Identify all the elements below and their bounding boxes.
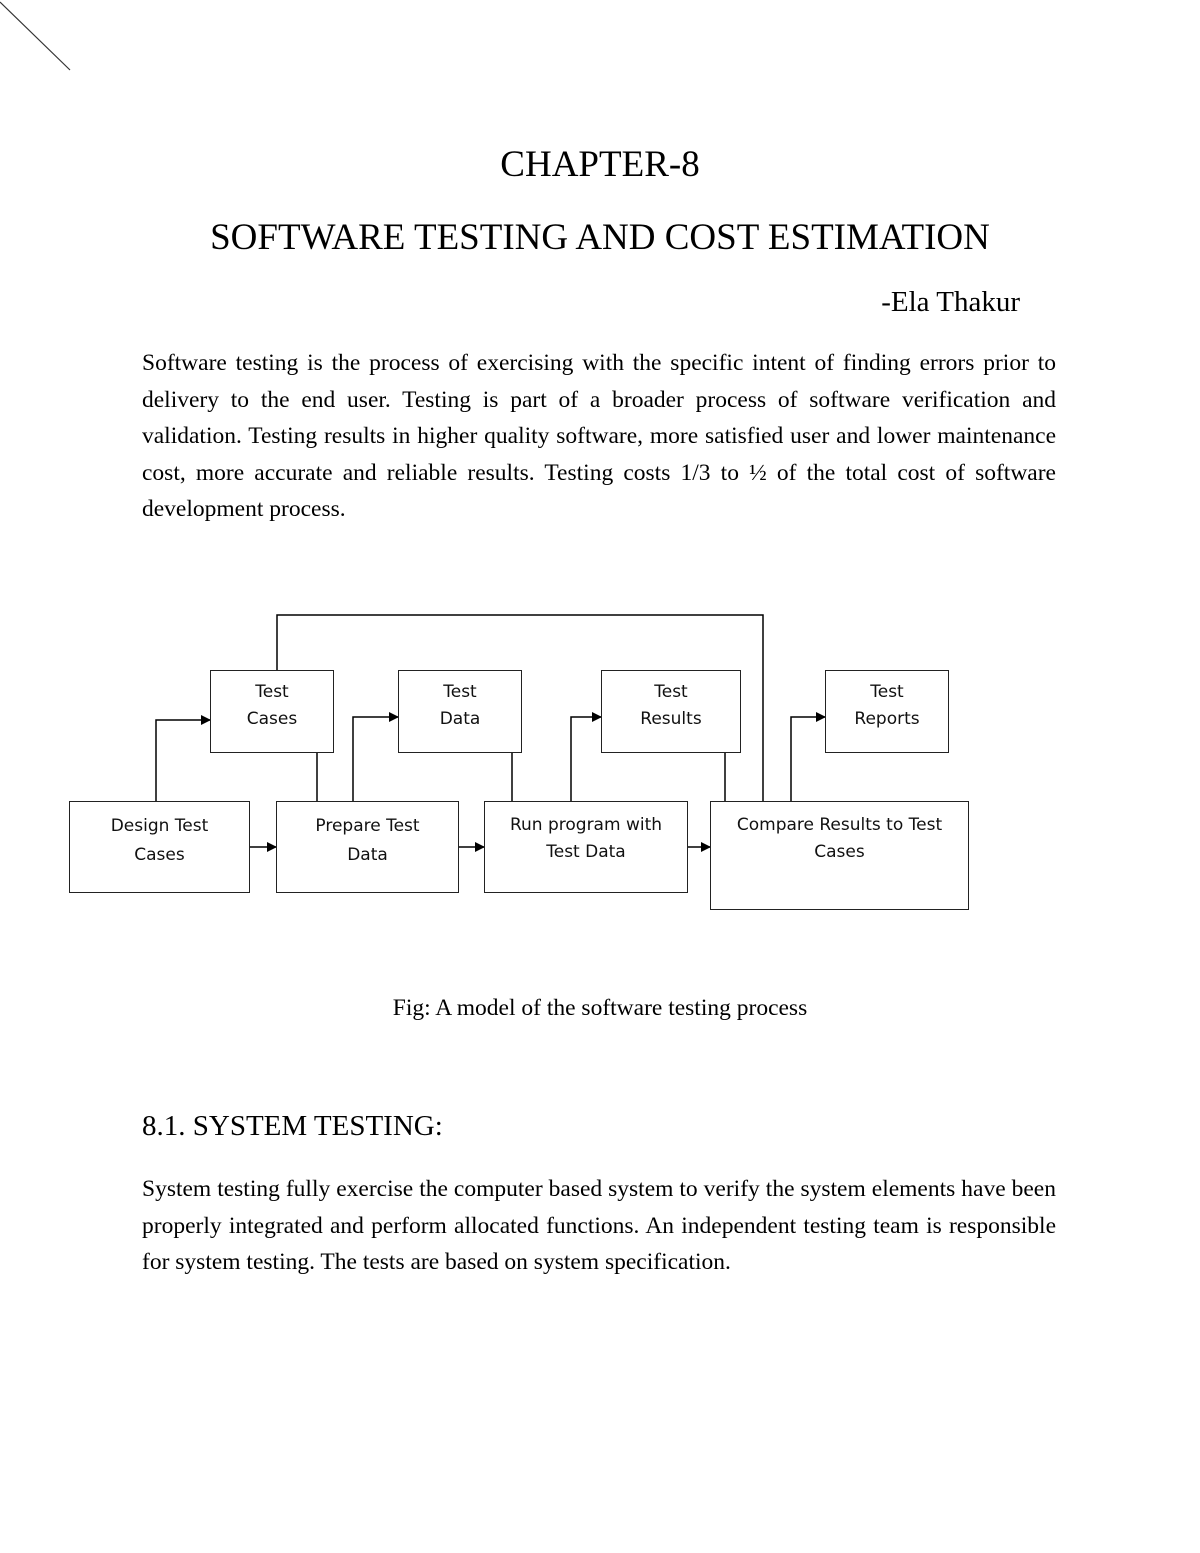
process-box-run-program [484,801,688,893]
arrow-run-to-test-results [571,717,601,802]
artifact-box-test-data [398,670,522,753]
artifact-box-test-results [601,670,741,753]
section-paragraph: System testing fully exercise the computer based system to verify the system elements have been properly integrated and perform allocated functions. An independent testing team is responsible for system testing. The tests are based on system specification. [142,1176,1056,1275]
arrow-compare-to-test-reports [791,717,825,802]
artifact-label-test-data: Test Data [439,682,481,729]
process-label-design-test-cases: Design Test Cases [110,816,209,865]
artifact-label-test-results: Test Results [640,682,702,729]
process-box-design-test-cases [69,801,250,893]
section-heading: 8.1. SYSTEM TESTING: [142,1110,443,1142]
chapter-title: SOFTWARE TESTING AND COST ESTIMATION [210,217,990,258]
intro-paragraph: Software testing is the process of exercising with the specific intent of finding errors prior to delivery to the end user. Testing is part of a broader process of software verification and validation. Testing results in higher quality software, more satisfied user and lower maintenance cost, more accurate and reliable results. Testing costs 1/3 to ½ of the total cost of software development process. [142,350,1056,522]
artifact-box-test-cases [210,670,334,753]
arrow-design-to-test-cases [156,720,210,802]
process-box-compare-results [710,801,969,910]
artifact-label-test-cases: Test Cases [246,682,298,729]
author-name: -Ela Thakur [881,286,1020,318]
testing-process-diagram [0,600,1200,920]
process-label-compare-results: Compare Results to Test Cases [736,815,943,862]
chapter-label: CHAPTER-8 [500,144,700,185]
process-label-run-program: Run program with Test Data [509,815,663,862]
corner-fold-mark [0,0,80,80]
artifact-box-test-reports [825,670,949,753]
process-label-prepare-test-data: Prepare Test Data [315,816,420,865]
artifact-label-test-reports: Test Reports [854,682,920,729]
figure-caption: Fig: A model of the software testing process [392,995,808,1021]
arrow-prepare-to-test-data [353,717,398,802]
process-box-prepare-test-data [276,801,459,893]
